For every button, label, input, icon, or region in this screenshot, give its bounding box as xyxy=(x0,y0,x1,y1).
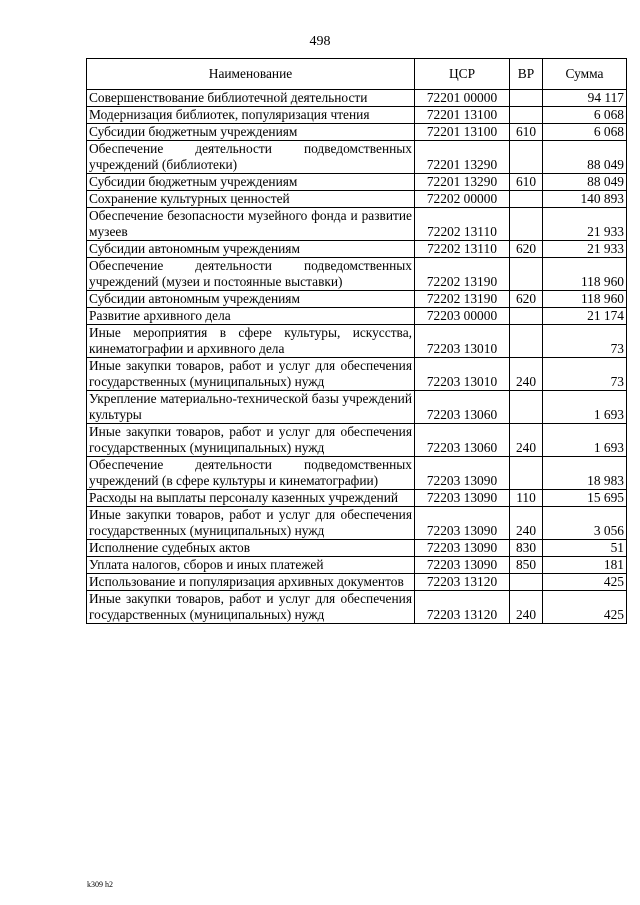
cell-vr xyxy=(510,391,543,424)
header-sum: Сумма xyxy=(543,59,627,90)
cell-csr: 72203 13010 xyxy=(415,325,510,358)
cell-name: Субсидии бюджетным учреждениям xyxy=(87,124,415,141)
cell-sum: 425 xyxy=(543,574,627,591)
cell-vr xyxy=(510,325,543,358)
cell-vr xyxy=(510,308,543,325)
cell-vr: 610 xyxy=(510,174,543,191)
cell-name: Модернизация библиотек, популяризация чтения xyxy=(87,107,415,124)
cell-name: Развитие архивного дела xyxy=(87,308,415,325)
cell-vr: 620 xyxy=(510,291,543,308)
cell-csr: 72203 13090 xyxy=(415,457,510,490)
cell-sum: 118 960 xyxy=(543,291,627,308)
cell-vr xyxy=(510,191,543,208)
cell-vr xyxy=(510,107,543,124)
table-row xyxy=(87,124,627,141)
table-row xyxy=(87,358,627,391)
cell-vr: 240 xyxy=(510,358,543,391)
table-row xyxy=(87,424,627,457)
table-row xyxy=(87,507,627,540)
cell-csr: 72202 00000 xyxy=(415,191,510,208)
cell-csr: 72203 13090 xyxy=(415,557,510,574)
cell-sum: 181 xyxy=(543,557,627,574)
cell-csr: 72203 13060 xyxy=(415,391,510,424)
cell-name: Субсидии автономным учреждениям xyxy=(87,241,415,258)
cell-csr: 72203 13120 xyxy=(415,574,510,591)
cell-name: Иные закупки товаров, работ и услуг для обеспечения государственных (муниципальных) нужд xyxy=(87,358,415,391)
table-row xyxy=(87,208,627,241)
cell-csr: 72201 00000 xyxy=(415,90,510,107)
cell-sum: 3 056 xyxy=(543,507,627,540)
cell-vr xyxy=(510,141,543,174)
cell-sum: 6 068 xyxy=(543,124,627,141)
cell-vr: 620 xyxy=(510,241,543,258)
cell-sum: 6 068 xyxy=(543,107,627,124)
cell-name: Обеспечение безопасности музейного фонда и развитие музеев xyxy=(87,208,415,241)
cell-sum: 88 049 xyxy=(543,141,627,174)
table-row xyxy=(87,540,627,557)
cell-name: Обеспечение деятельности подведомственных учреждений (музеи и постоянные выставки) xyxy=(87,258,415,291)
cell-name: Субсидии автономным учреждениям xyxy=(87,291,415,308)
table-row xyxy=(87,574,627,591)
cell-name: Иные мероприятия в сфере культуры, искусства, кинематографии и архивного дела xyxy=(87,325,415,358)
budget-table xyxy=(86,58,627,624)
cell-sum: 94 117 xyxy=(543,90,627,107)
table-row xyxy=(87,308,627,325)
cell-name: Исполнение судебных актов xyxy=(87,540,415,557)
cell-csr: 72203 13090 xyxy=(415,507,510,540)
cell-sum: 118 960 xyxy=(543,258,627,291)
cell-csr: 72202 13190 xyxy=(415,258,510,291)
cell-vr: 830 xyxy=(510,540,543,557)
table-row xyxy=(87,258,627,291)
cell-sum: 73 xyxy=(543,358,627,391)
table-row xyxy=(87,174,627,191)
table-row xyxy=(87,241,627,258)
table-row xyxy=(87,107,627,124)
cell-sum: 51 xyxy=(543,540,627,557)
cell-name: Иные закупки товаров, работ и услуг для обеспечения государственных (муниципальных) нужд xyxy=(87,507,415,540)
header-name: Наименование xyxy=(87,59,415,90)
cell-csr: 72202 13110 xyxy=(415,241,510,258)
cell-vr xyxy=(510,457,543,490)
cell-name: Обеспечение деятельности подведомственных учреждений (библиотеки) xyxy=(87,141,415,174)
table-row xyxy=(87,90,627,107)
table-row xyxy=(87,591,627,624)
cell-name: Субсидии бюджетным учреждениям xyxy=(87,174,415,191)
cell-sum: 15 695 xyxy=(543,490,627,507)
table-row xyxy=(87,325,627,358)
cell-name: Использование и популяризация архивных документов xyxy=(87,574,415,591)
cell-csr: 72203 13090 xyxy=(415,540,510,557)
table-header-row xyxy=(87,59,627,90)
table-row xyxy=(87,457,627,490)
table-row xyxy=(87,141,627,174)
cell-name: Обеспечение деятельности подведомственных учреждений (в сфере культуры и кинематографии) xyxy=(87,457,415,490)
cell-sum: 21 933 xyxy=(543,241,627,258)
cell-name: Расходы на выплаты персоналу казенных учреждений xyxy=(87,490,415,507)
table-row xyxy=(87,191,627,208)
cell-name: Сохранение культурных ценностей xyxy=(87,191,415,208)
cell-name: Уплата налогов, сборов и иных платежей xyxy=(87,557,415,574)
cell-sum: 425 xyxy=(543,591,627,624)
cell-csr: 72203 13090 xyxy=(415,490,510,507)
cell-csr: 72201 13100 xyxy=(415,107,510,124)
cell-vr xyxy=(510,208,543,241)
cell-sum: 73 xyxy=(543,325,627,358)
cell-sum: 140 893 xyxy=(543,191,627,208)
cell-csr: 72201 13290 xyxy=(415,174,510,191)
cell-csr: 72203 13120 xyxy=(415,591,510,624)
cell-vr: 240 xyxy=(510,424,543,457)
page-number: 498 xyxy=(309,34,331,49)
cell-sum: 21 933 xyxy=(543,208,627,241)
cell-csr: 72203 13060 xyxy=(415,424,510,457)
table-row xyxy=(87,490,627,507)
cell-sum: 18 983 xyxy=(543,457,627,490)
table-row xyxy=(87,391,627,424)
cell-csr: 72201 13100 xyxy=(415,124,510,141)
cell-csr: 72201 13290 xyxy=(415,141,510,174)
cell-name: Укрепление материально-технической базы учреждений культуры xyxy=(87,391,415,424)
cell-vr: 850 xyxy=(510,557,543,574)
cell-name: Совершенствование библиотечной деятельности xyxy=(87,90,415,107)
header-vr: ВР xyxy=(510,59,543,90)
cell-csr: 72202 13190 xyxy=(415,291,510,308)
cell-vr xyxy=(510,258,543,291)
cell-vr xyxy=(510,574,543,591)
cell-vr: 610 xyxy=(510,124,543,141)
cell-csr: 72203 13010 xyxy=(415,358,510,391)
cell-name: Иные закупки товаров, работ и услуг для обеспечения государственных (муниципальных) нужд xyxy=(87,591,415,624)
cell-name: Иные закупки товаров, работ и услуг для обеспечения государственных (муниципальных) нужд xyxy=(87,424,415,457)
cell-csr: 72203 00000 xyxy=(415,308,510,325)
table-row xyxy=(87,291,627,308)
cell-sum: 88 049 xyxy=(543,174,627,191)
cell-vr: 240 xyxy=(510,507,543,540)
table-row xyxy=(87,557,627,574)
cell-sum: 1 693 xyxy=(543,424,627,457)
cell-csr: 72202 13110 xyxy=(415,208,510,241)
cell-vr: 240 xyxy=(510,591,543,624)
header-csr: ЦСР xyxy=(415,59,510,90)
footer-code: k309 h2 xyxy=(87,880,113,889)
cell-sum: 21 174 xyxy=(543,308,627,325)
cell-vr: 110 xyxy=(510,490,543,507)
cell-sum: 1 693 xyxy=(543,391,627,424)
cell-vr xyxy=(510,90,543,107)
